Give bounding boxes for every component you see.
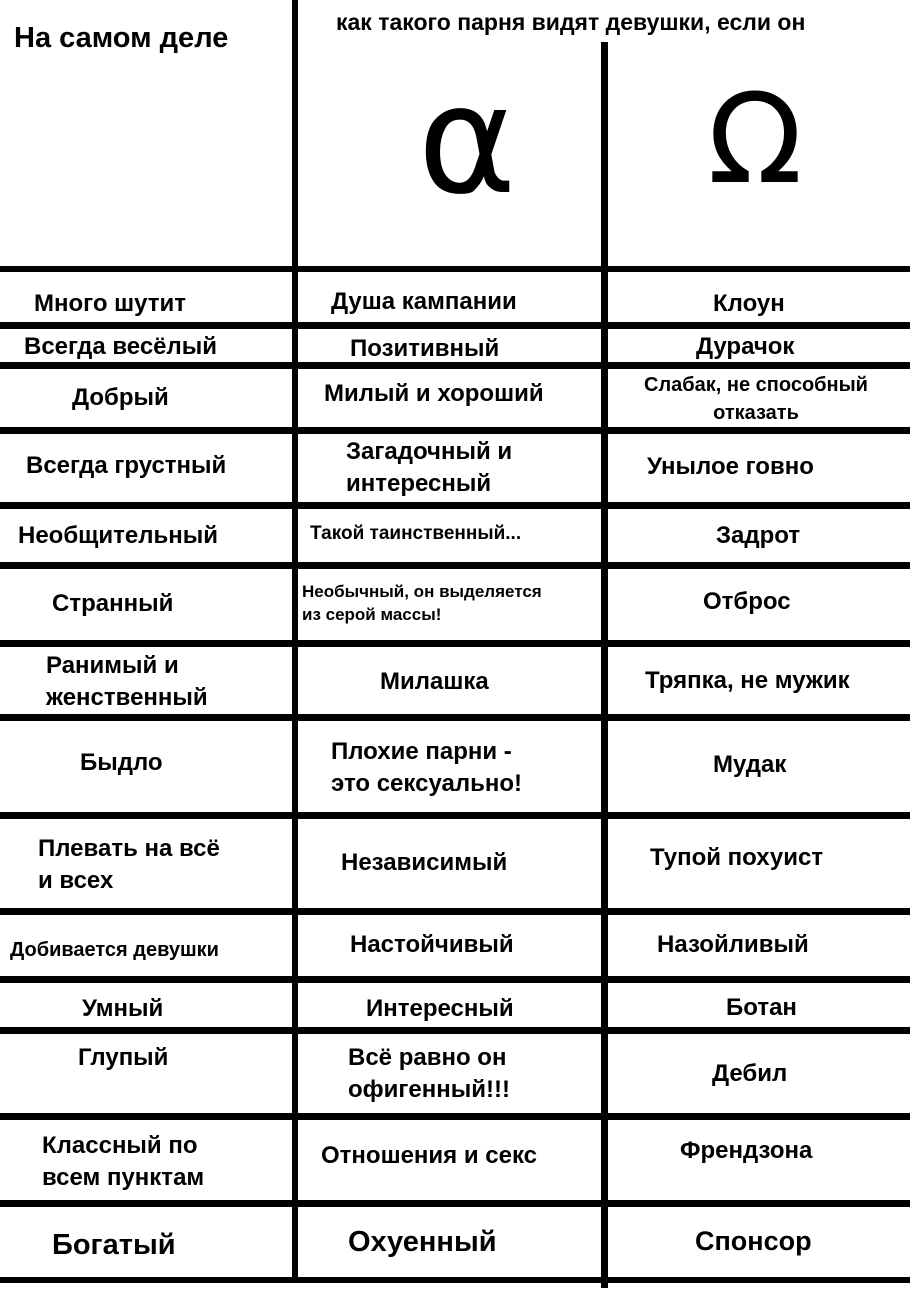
actual-cell: Необщительный	[18, 522, 219, 549]
actual-cell: Всегда весёлый	[24, 333, 218, 360]
alpha-line: из серой массы!	[302, 605, 442, 624]
actual-line: Классный по	[42, 1132, 198, 1159]
actual-cell	[46, 650, 208, 714]
row-divider	[0, 1027, 910, 1034]
omega-cell: Задрот	[716, 522, 801, 549]
alpha-cell: Настойчивый	[350, 931, 514, 958]
alpha-cell: Охуенный	[348, 1226, 497, 1258]
omega-cell: Дурачок	[696, 333, 795, 360]
actual-line: Ранимый и	[46, 652, 179, 679]
row-divider	[0, 976, 910, 983]
alpha-line: это сексуально!	[331, 770, 522, 797]
row-divider	[0, 322, 910, 329]
actual-cell: Всегда грустный	[26, 452, 227, 479]
alpha-cell: Интересный	[366, 995, 514, 1022]
actual-cell: Глупый	[78, 1044, 169, 1071]
actual-cell: Добрый	[72, 384, 169, 411]
omega-line: Слабак, не способный	[644, 374, 868, 396]
actual-line: всем пунктам	[42, 1164, 205, 1191]
actual-cell: Быдло	[80, 749, 163, 776]
alpha-cell	[346, 436, 512, 500]
alpha-line: Всё равно он	[348, 1044, 507, 1071]
row-divider	[0, 562, 910, 569]
actual-cell: Умный	[82, 995, 164, 1022]
column-divider-right	[601, 42, 608, 1288]
alpha-cell: Душа кампании	[331, 288, 517, 315]
actual-cell: Много шутит	[34, 290, 187, 317]
omega-cell	[612, 371, 900, 427]
actual-cell: Богатый	[52, 1229, 176, 1261]
omega-symbol: Ω	[707, 68, 803, 212]
row-divider	[0, 1200, 910, 1207]
omega-cell: Френдзона	[680, 1137, 813, 1164]
omega-cell: Назойливый	[657, 931, 809, 958]
row-divider	[0, 1277, 910, 1283]
actual-line: женственный	[46, 684, 208, 711]
row-divider	[0, 1113, 910, 1120]
row-divider	[0, 427, 910, 434]
alpha-cell: Милашка	[380, 668, 489, 695]
row-divider	[0, 812, 910, 819]
omega-cell: Тупой похуист	[650, 844, 824, 871]
alpha-cell: Отношения и секс	[321, 1142, 538, 1169]
alpha-cell	[331, 736, 522, 800]
alpha-symbol: α	[417, 54, 517, 228]
actual-cell: Добивается девушки	[10, 939, 219, 961]
header-perceived-label: как такого парня видят девушки, если он	[336, 9, 806, 35]
alpha-line: офигенный!!!	[348, 1076, 510, 1103]
alpha-cell	[302, 580, 542, 626]
omega-cell: Дебил	[712, 1060, 788, 1087]
alpha-cell	[348, 1042, 510, 1106]
row-divider	[0, 502, 910, 509]
alpha-cell: Такой таинственный...	[310, 523, 522, 544]
actual-cell	[38, 833, 220, 897]
alpha-cell: Позитивный	[350, 335, 500, 362]
actual-line: и всех	[38, 867, 114, 894]
omega-cell: Мудак	[713, 751, 787, 778]
row-divider	[0, 714, 910, 721]
actual-cell: Странный	[52, 590, 174, 617]
row-divider	[0, 640, 910, 647]
omega-cell: Тряпка, не мужик	[645, 667, 850, 694]
alpha-line: Загадочный и	[346, 438, 513, 465]
alpha-line: Необычный, он выделяется	[302, 582, 542, 601]
omega-cell: Унылое говно	[647, 453, 814, 480]
header-actual-label: На самом деле	[14, 22, 229, 54]
row-divider	[0, 908, 910, 915]
alpha-line: интересный	[346, 470, 492, 497]
omega-cell: Спонсор	[695, 1226, 812, 1256]
actual-cell	[42, 1130, 204, 1194]
alpha-cell: Независимый	[341, 849, 508, 876]
omega-line: отказать	[713, 402, 799, 424]
row-divider	[0, 266, 910, 272]
alpha-cell: Милый и хороший	[324, 380, 544, 407]
actual-line: Плевать на всё	[38, 835, 220, 862]
omega-cell: Отброс	[703, 588, 791, 615]
alpha-line: Плохие парни -	[331, 738, 512, 765]
omega-cell: Клоун	[713, 290, 785, 317]
omega-cell: Ботан	[726, 994, 797, 1021]
